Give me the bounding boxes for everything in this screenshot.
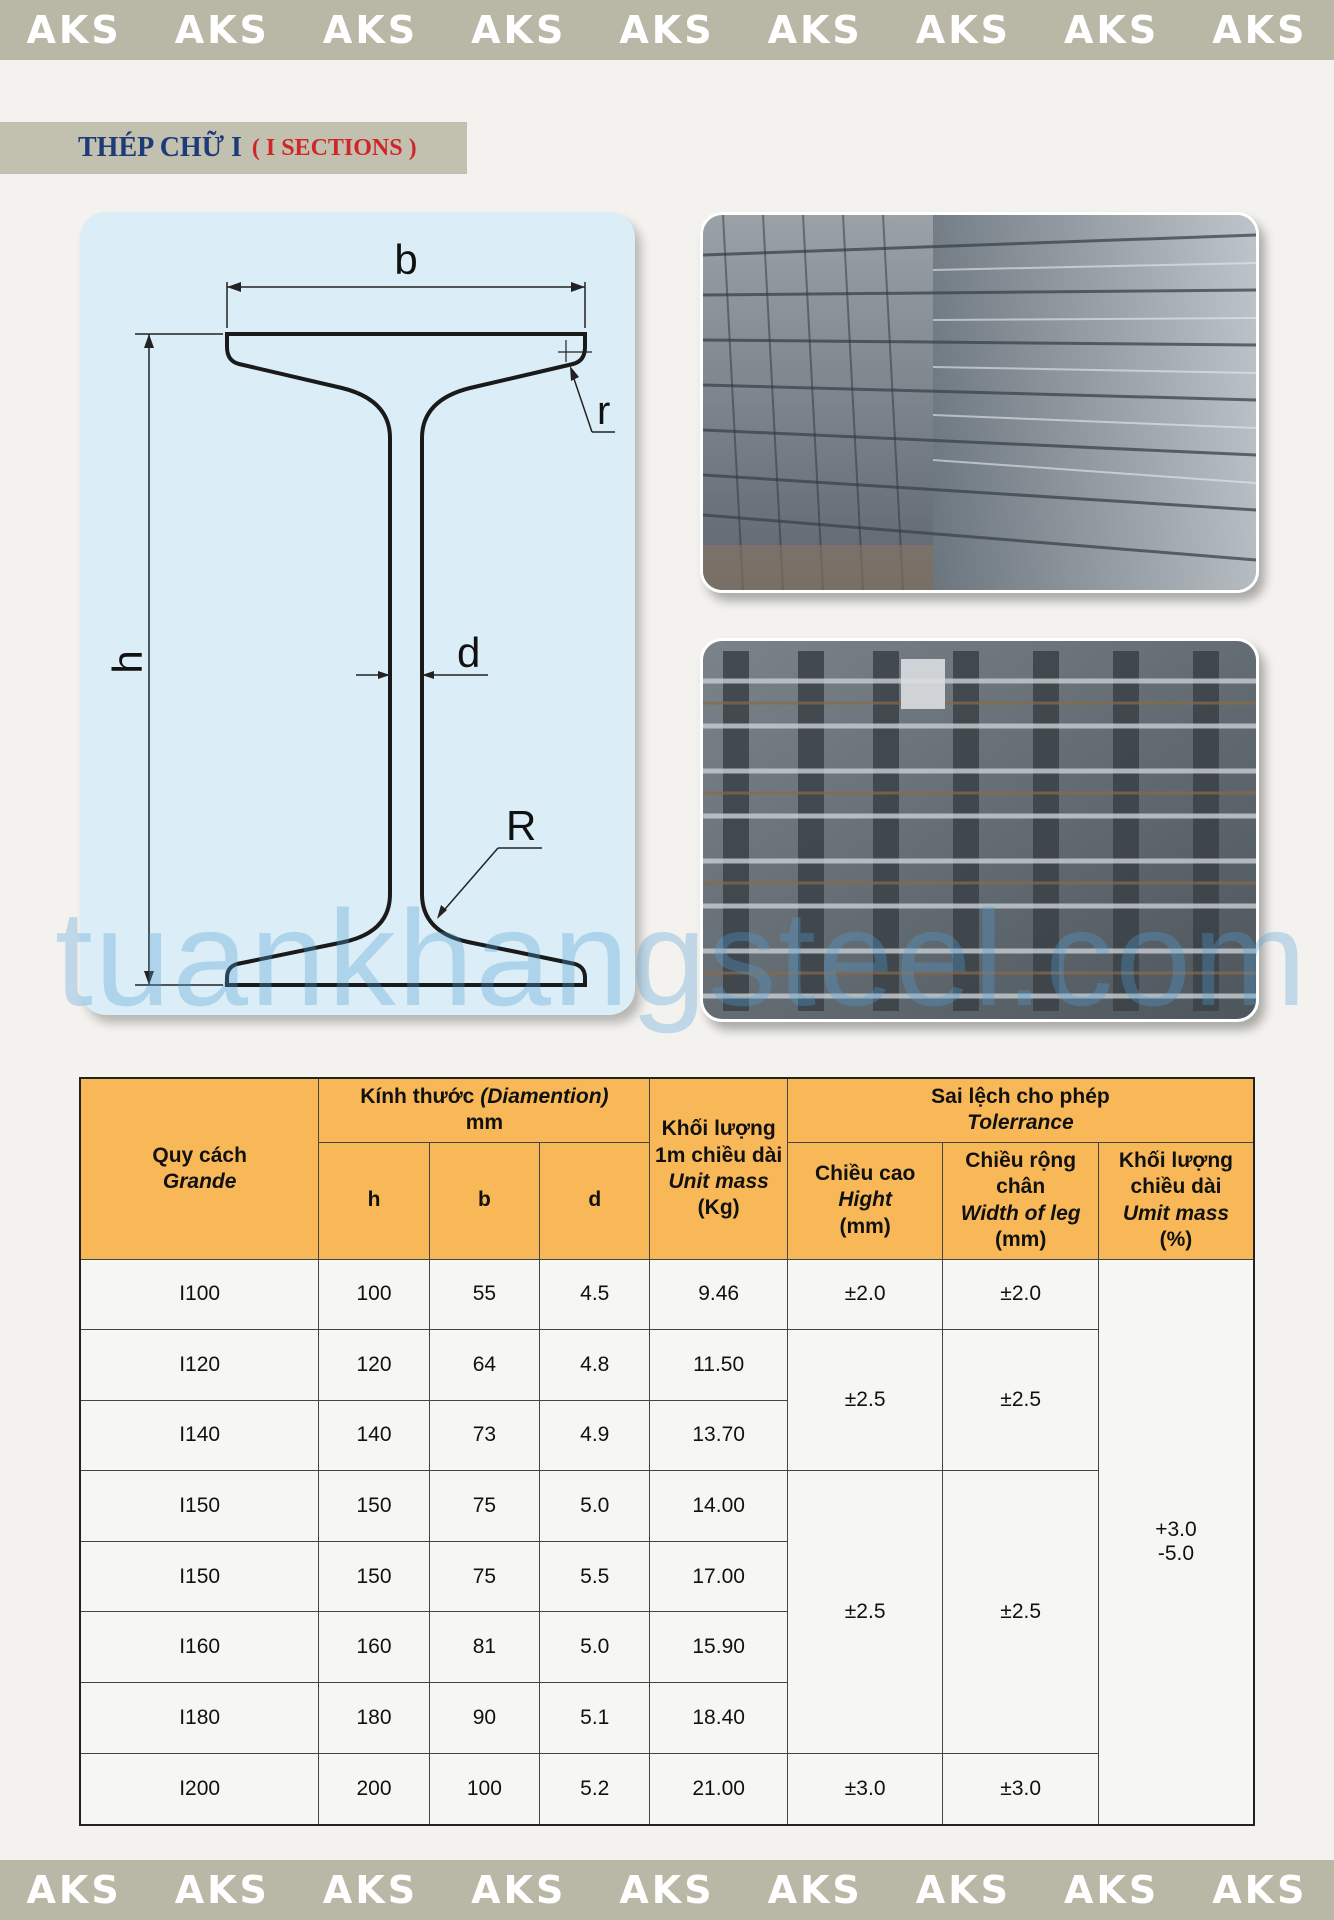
header-tol-vn: Sai lệch cho phép [931, 1085, 1110, 1108]
header-mass-unit: (Kg) [697, 1196, 740, 1219]
header-tol-h-vn: Chiều cao [814, 1162, 916, 1186]
header-tol-m-vn: Khối lượng chiều dài [1118, 1149, 1234, 1199]
i-beam-ends-image [703, 641, 1256, 1019]
cell-h: 150 [319, 1541, 429, 1612]
cell-b: 64 [429, 1330, 539, 1401]
cell-grade: I150 [80, 1541, 319, 1612]
cell-mass: 9.46 [650, 1259, 787, 1330]
cell-grade: I200 [80, 1753, 319, 1825]
cell-grade: I120 [80, 1330, 319, 1401]
cell-b: 100 [429, 1753, 539, 1825]
header-tol-mass [1098, 1142, 1254, 1259]
header-tol-m-en: Umit mass [1122, 1201, 1230, 1225]
cell-mass: 11.50 [650, 1330, 787, 1401]
table-row [80, 1753, 1254, 1825]
brand-text: AKS [26, 1868, 122, 1912]
cell-h: 160 [319, 1612, 429, 1683]
cell-tol-height: ±2.0 [787, 1259, 943, 1330]
brand-text: AKS [322, 1868, 419, 1912]
brand-text: AKS [1212, 8, 1308, 52]
label-d: d [457, 629, 481, 676]
section-title [0, 122, 467, 174]
cell-d: 5.5 [540, 1541, 650, 1612]
cell-b: 75 [429, 1541, 539, 1612]
header-dimensions [319, 1078, 650, 1142]
cell-h: 200 [319, 1753, 429, 1825]
header-unit-mass [650, 1078, 787, 1259]
brand-text: AKS [174, 1868, 270, 1912]
brand-text: AKS [1064, 1868, 1160, 1912]
steel-stack-photo [700, 212, 1259, 593]
table-row [80, 1259, 1254, 1330]
header-dims-en: (Diamention) [480, 1085, 609, 1108]
spec-table [79, 1077, 1255, 1826]
cell-tol-height: ±3.0 [787, 1753, 943, 1825]
brand-text: AKS [1064, 8, 1160, 52]
header-mass-vn: Khối lượng 1m chiều dài [655, 1117, 783, 1167]
table-row [80, 1330, 1254, 1401]
tol-mass-plus: +3.0 [1155, 1517, 1197, 1541]
cell-b: 75 [429, 1471, 539, 1542]
cell-grade: I100 [80, 1259, 319, 1330]
cell-b: 90 [429, 1683, 539, 1754]
cell-h: 150 [319, 1471, 429, 1542]
cell-tol-width: ±2.5 [943, 1330, 1099, 1471]
label-R: R [506, 802, 537, 849]
brand-text: AKS [915, 1868, 1012, 1912]
label-b: b [394, 236, 418, 283]
cell-mass: 15.90 [650, 1612, 787, 1683]
brand-text: AKS [174, 8, 270, 52]
cell-b: 55 [429, 1259, 539, 1330]
header-mass-en: Unit mass [668, 1169, 769, 1193]
header-d: d [540, 1142, 650, 1259]
cell-mass: 21.00 [650, 1753, 787, 1825]
cell-tol-height: ±2.5 [787, 1330, 943, 1471]
section-title-vn: THÉP CHỮ I [78, 132, 242, 163]
brand-text: AKS [26, 8, 122, 52]
cell-tol-width: ±3.0 [943, 1753, 1099, 1825]
brand-text: AKS [767, 1868, 863, 1912]
cell-tol-width: ±2.5 [943, 1471, 1099, 1753]
table-row [80, 1471, 1254, 1542]
top-brand-band [0, 0, 1334, 60]
cell-mass: 14.00 [650, 1471, 787, 1542]
header-dims-unit: mm [465, 1111, 504, 1135]
brand-text: AKS [915, 8, 1012, 52]
cell-mass: 17.00 [650, 1541, 787, 1612]
header-tol-m-unit: (%) [1159, 1227, 1193, 1251]
tol-mass-minus: -5.0 [1157, 1541, 1195, 1565]
steel-stack-image [703, 215, 1256, 590]
cell-h: 140 [319, 1400, 429, 1471]
header-tol-w-vn: Chiều rộng chân [965, 1149, 1077, 1199]
brand-text: AKS [619, 1868, 715, 1912]
header-tol-w-unit: (mm) [994, 1227, 1047, 1251]
header-tolerance [787, 1078, 1254, 1142]
cell-d: 4.9 [540, 1400, 650, 1471]
brand-text: AKS [471, 1868, 567, 1912]
brand-text: AKS [767, 8, 863, 52]
header-tol-width [943, 1142, 1099, 1259]
label-h: h [104, 650, 151, 674]
cell-d: 4.5 [540, 1259, 650, 1330]
cell-tol-height: ±2.5 [787, 1471, 943, 1753]
header-tol-h-en: Hight [838, 1188, 892, 1212]
cell-mass: 18.40 [650, 1683, 787, 1754]
header-grade-vn: Quy cách [152, 1143, 247, 1167]
cell-d: 4.8 [540, 1330, 650, 1401]
section-title-en: ( I SECTIONS ) [251, 134, 417, 161]
header-dims-vn: Kính thước [360, 1085, 475, 1108]
i-beam-ends-photo [700, 638, 1259, 1022]
header-tol-w-en: Width of leg [960, 1201, 1081, 1225]
brand-text: AKS [1212, 1868, 1308, 1912]
header-grade-en: Grande [162, 1169, 237, 1193]
cell-grade: I180 [80, 1683, 319, 1754]
header-tol-en: Tolerrance [967, 1111, 1074, 1135]
brand-text: AKS [471, 8, 567, 52]
cell-tol-mass [1098, 1259, 1254, 1825]
cell-b: 73 [429, 1400, 539, 1471]
watermark: tuankhangsteel.com [55, 882, 1309, 1034]
i-beam-diagram [80, 212, 635, 1015]
header-grade [80, 1078, 319, 1259]
cell-h: 120 [319, 1330, 429, 1401]
cell-d: 5.1 [540, 1683, 650, 1754]
i-beam-drawing [80, 212, 635, 1015]
cell-grade: I160 [80, 1612, 319, 1683]
header-b: b [429, 1142, 539, 1259]
cell-grade: I150 [80, 1471, 319, 1542]
i-beam-outline [227, 334, 585, 985]
cell-mass: 13.70 [650, 1400, 787, 1471]
brand-text: AKS [619, 8, 715, 52]
header-tol-height [787, 1142, 943, 1259]
cell-d: 5.0 [540, 1471, 650, 1542]
cell-h: 180 [319, 1683, 429, 1754]
cell-b: 81 [429, 1612, 539, 1683]
cell-d: 5.0 [540, 1612, 650, 1683]
cell-d: 5.2 [540, 1753, 650, 1825]
label-r: r [597, 389, 611, 433]
brand-text: AKS [322, 8, 419, 52]
bottom-brand-band [0, 1860, 1334, 1920]
cell-tol-width: ±2.0 [943, 1259, 1099, 1330]
header-tol-h-unit: (mm) [839, 1214, 891, 1238]
header-h: h [319, 1142, 429, 1259]
cell-grade: I140 [80, 1400, 319, 1471]
cell-h: 100 [319, 1259, 429, 1330]
